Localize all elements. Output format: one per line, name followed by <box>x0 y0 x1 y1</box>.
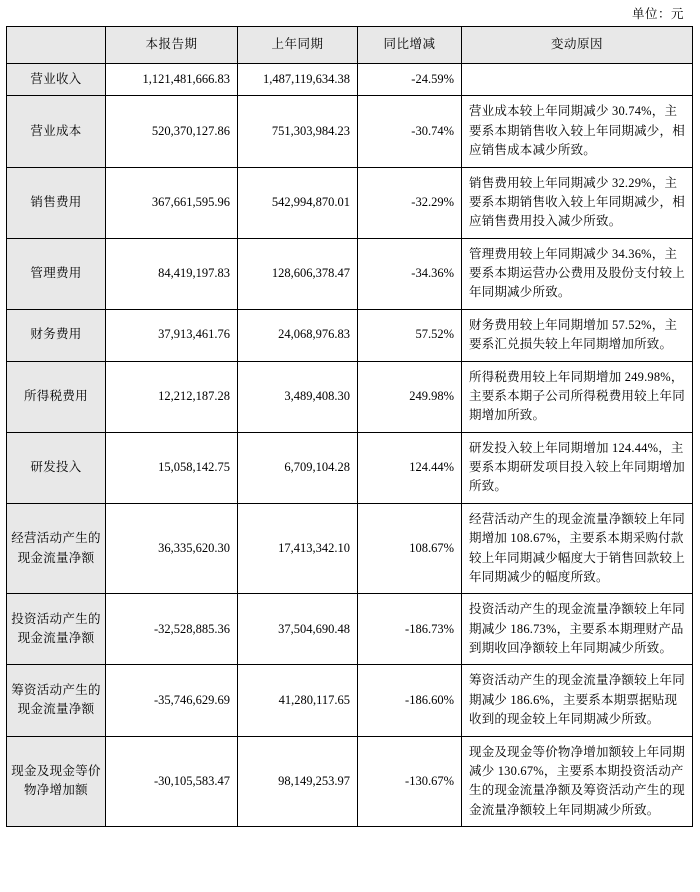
cell-current-period: 12,212,187.28 <box>106 361 238 432</box>
cell-current-period: 1,121,481,666.83 <box>106 64 238 96</box>
cell-reason: 研发投入较上年同期增加 124.44%，主要系本期研发项目投入较上年同期增加所致。 <box>462 432 693 503</box>
cell-change: -32.29% <box>358 167 462 238</box>
table-row <box>7 432 693 503</box>
row-label: 营业收入 <box>7 64 106 96</box>
cell-previous-period: 24,068,976.83 <box>238 309 358 361</box>
table-header-row <box>7 27 693 64</box>
financial-comparison-table <box>6 26 693 827</box>
cell-change: 57.52% <box>358 309 462 361</box>
cell-change: 249.98% <box>358 361 462 432</box>
cell-change: 108.67% <box>358 503 462 594</box>
cell-change: -186.73% <box>358 594 462 665</box>
row-label: 销售费用 <box>7 167 106 238</box>
cell-change: -130.67% <box>358 736 462 827</box>
row-label: 财务费用 <box>7 309 106 361</box>
cell-current-period: -30,105,583.47 <box>106 736 238 827</box>
column-header-change: 同比增减 <box>358 27 462 64</box>
row-label: 筹资活动产生的现金流量净额 <box>7 665 106 736</box>
cell-change: -24.59% <box>358 64 462 96</box>
table-row <box>7 594 693 665</box>
cell-reason: 投资活动产生的现金流量净额较上年同期减少 186.73%，主要系本期理财产品到期收回净额较上年同期减少所致。 <box>462 594 693 665</box>
cell-change: -186.60% <box>358 665 462 736</box>
cell-previous-period: 6,709,104.28 <box>238 432 358 503</box>
cell-previous-period: 751,303,984.23 <box>238 96 358 167</box>
cell-reason <box>462 64 693 96</box>
row-label: 现金及现金等价物净增加额 <box>7 736 106 827</box>
cell-previous-period: 3,489,408.30 <box>238 361 358 432</box>
cell-current-period: 15,058,142.75 <box>106 432 238 503</box>
table-row <box>7 96 693 167</box>
row-label: 投资活动产生的现金流量净额 <box>7 594 106 665</box>
column-header-current-period: 本报告期 <box>106 27 238 64</box>
cell-reason: 筹资活动产生的现金流量净额较上年同期减少 186.6%，主要系本期票据贴现收到的现金较上年同期减少所致。 <box>462 665 693 736</box>
cell-previous-period: 37,504,690.48 <box>238 594 358 665</box>
table-row <box>7 238 693 309</box>
cell-change: -34.36% <box>358 238 462 309</box>
cell-previous-period: 1,487,119,634.38 <box>238 64 358 96</box>
table-row <box>7 361 693 432</box>
cell-reason: 现金及现金等价物净增加额较上年同期减少 130.67%，主要系本期投资活动产生的现金流量净额及筹资活动产生的现金流量净额较上年同期减少所致。 <box>462 736 693 827</box>
cell-reason: 经营活动产生的现金流量净额较上年同期增加 108.67%，主要系本期采购付款较上年同期减少幅度大于销售回款较上年同期减少的幅度所致。 <box>462 503 693 594</box>
cell-change: 124.44% <box>358 432 462 503</box>
column-header-reason: 变动原因 <box>462 27 693 64</box>
cell-reason: 营业成本较上年同期减少 30.74%，主要系本期销售收入较上年同期减少，相应销售成本减少所致。 <box>462 96 693 167</box>
column-header-item <box>7 27 106 64</box>
table-row <box>7 736 693 827</box>
row-label: 所得税费用 <box>7 361 106 432</box>
unit-note: 单位：元 <box>631 7 684 21</box>
cell-current-period: 84,419,197.83 <box>106 238 238 309</box>
table-row <box>7 665 693 736</box>
cell-change: -30.74% <box>358 96 462 167</box>
table-row <box>7 167 693 238</box>
column-header-previous-period: 上年同期 <box>238 27 358 64</box>
row-label: 经营活动产生的现金流量净额 <box>7 503 106 594</box>
cell-previous-period: 41,280,117.65 <box>238 665 358 736</box>
row-label: 管理费用 <box>7 238 106 309</box>
cell-current-period: -32,528,885.36 <box>106 594 238 665</box>
table-body <box>7 64 693 827</box>
table-row <box>7 309 693 361</box>
row-label: 营业成本 <box>7 96 106 167</box>
cell-previous-period: 17,413,342.10 <box>238 503 358 594</box>
cell-current-period: -35,746,629.69 <box>106 665 238 736</box>
cell-current-period: 367,661,595.96 <box>106 167 238 238</box>
cell-reason: 财务费用较上年同期增加 57.52%，主要系汇兑损失较上年同期增加所致。 <box>462 309 693 361</box>
cell-reason: 销售费用较上年同期减少 32.29%，主要系本期销售收入较上年同期减少，相应销售费用投入减少所致。 <box>462 167 693 238</box>
cell-previous-period: 128,606,378.47 <box>238 238 358 309</box>
cell-current-period: 36,335,620.30 <box>106 503 238 594</box>
cell-reason: 管理费用较上年同期减少 34.36%，主要系本期运营办公费用及股份支付较上年同期减少所致。 <box>462 238 693 309</box>
cell-reason: 所得税费用较上年同期增加 249.98%，主要系本期子公司所得税费用较上年同期增加所致。 <box>462 361 693 432</box>
cell-current-period: 37,913,461.76 <box>106 309 238 361</box>
cell-current-period: 520,370,127.86 <box>106 96 238 167</box>
table-row <box>7 64 693 96</box>
cell-previous-period: 98,149,253.97 <box>238 736 358 827</box>
table-row <box>7 503 693 594</box>
row-label: 研发投入 <box>7 432 106 503</box>
cell-previous-period: 542,994,870.01 <box>238 167 358 238</box>
